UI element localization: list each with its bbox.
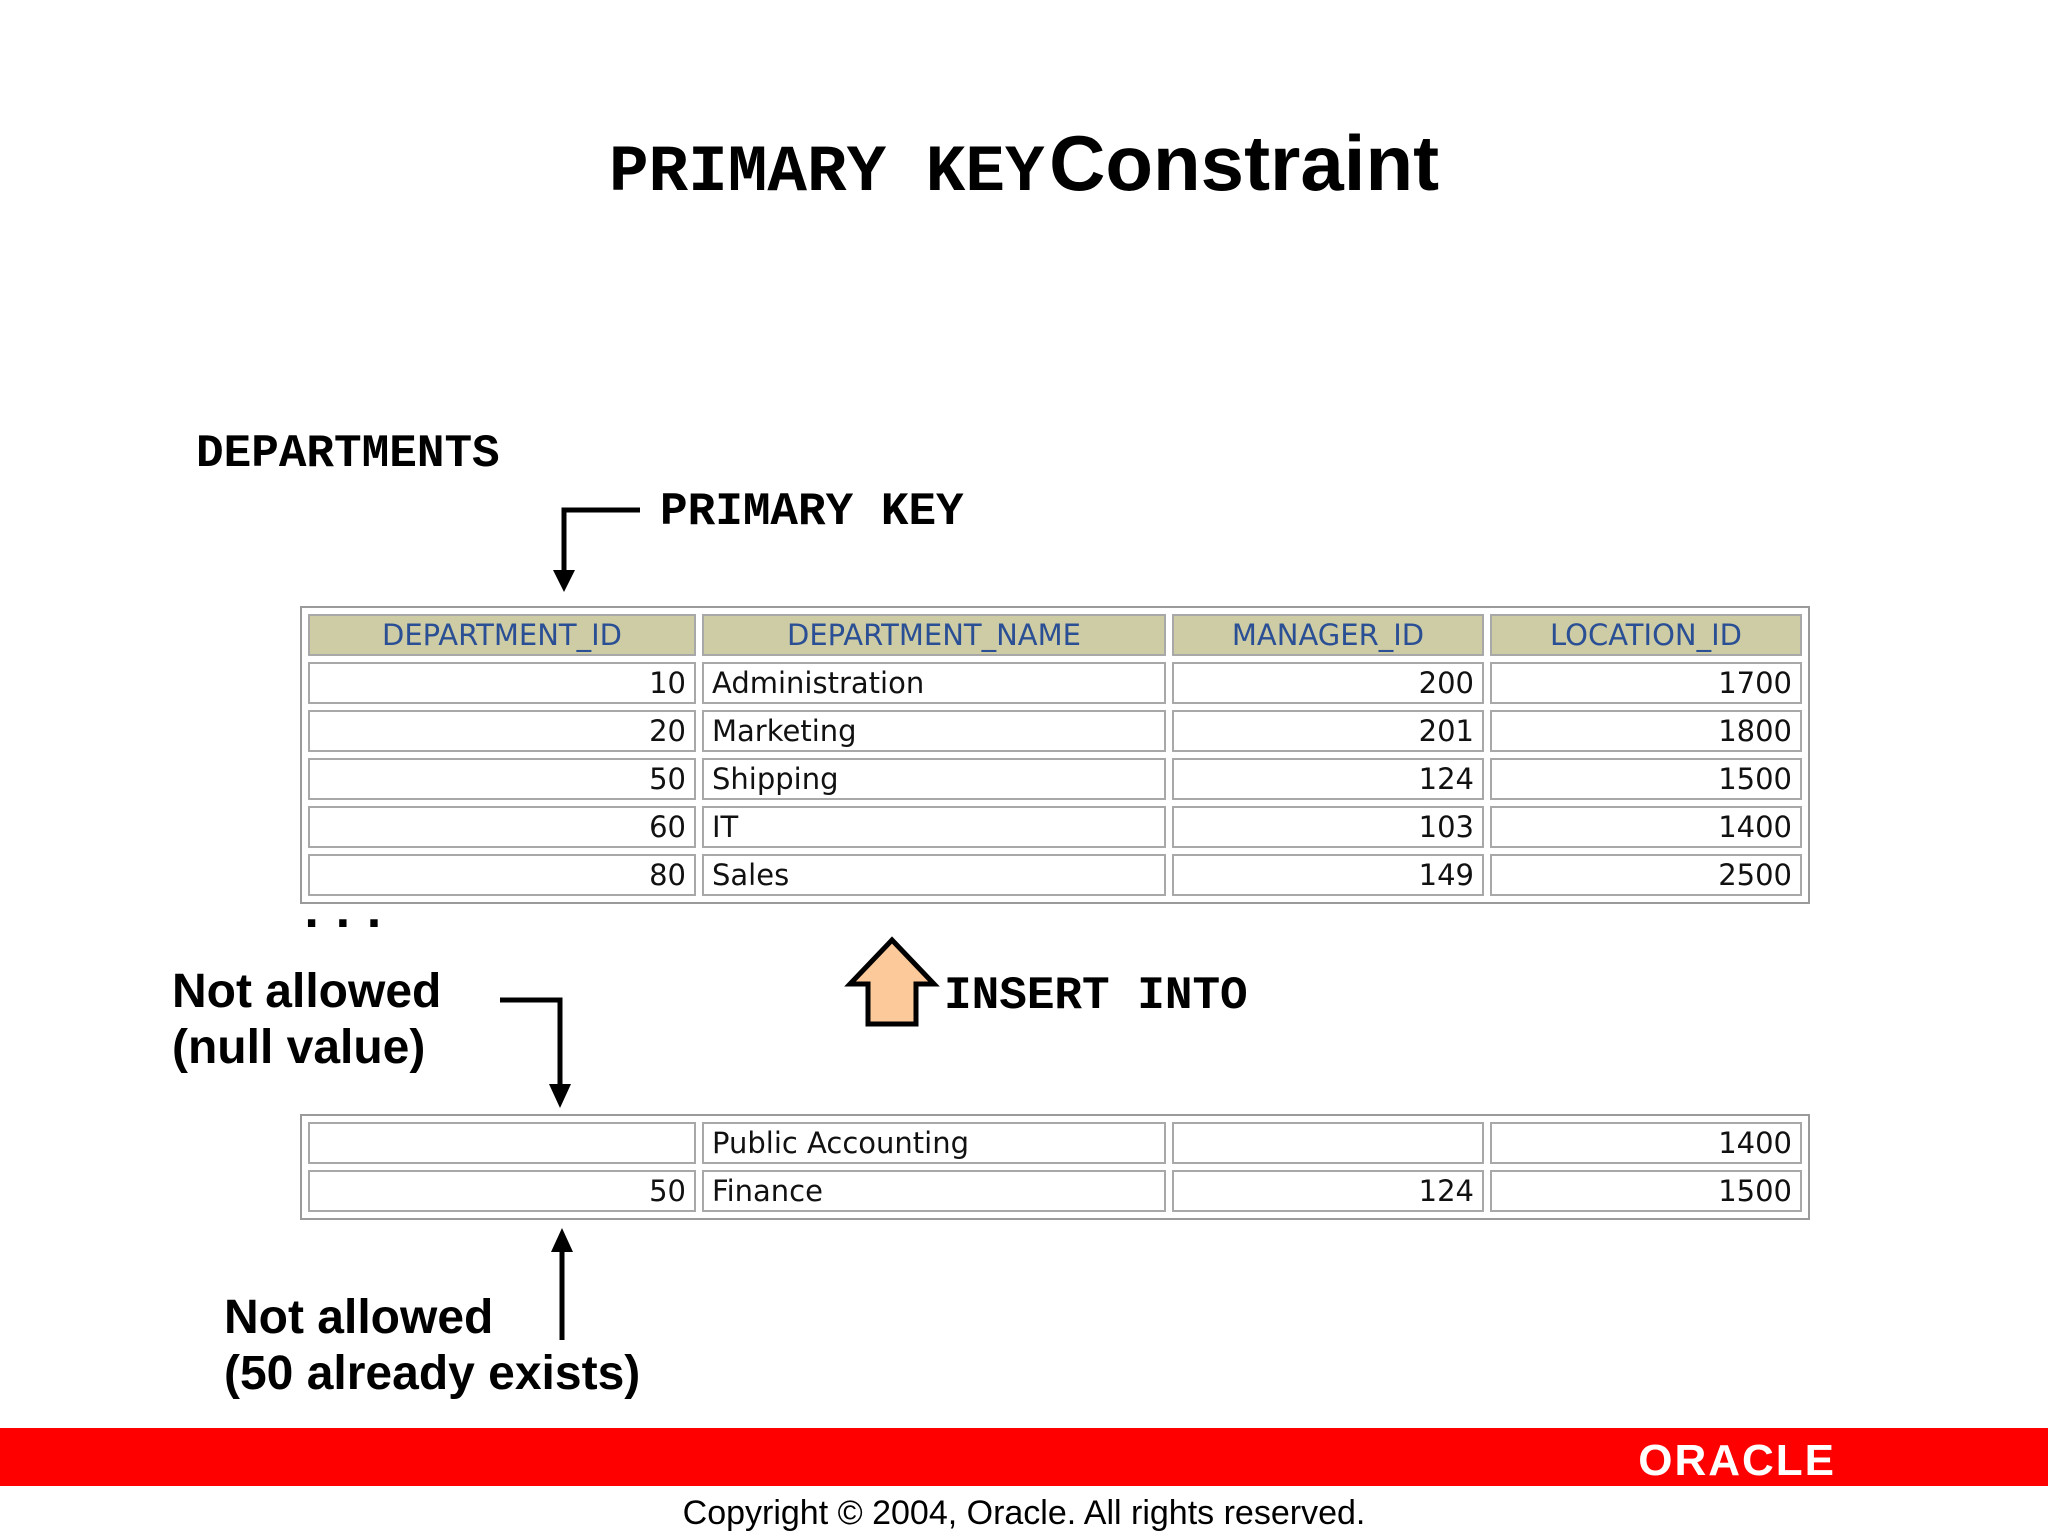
departments-table [300, 606, 1810, 904]
table-cell: 1400 [1490, 1122, 1802, 1164]
table-cell [308, 1122, 696, 1164]
duplicate-value-note [224, 1290, 640, 1402]
table-cell: Marketing [702, 710, 1166, 752]
null-value-note [172, 964, 441, 1076]
table-cell: 10 [308, 662, 696, 704]
table-cell: 60 [308, 806, 696, 848]
table-header-row [308, 614, 1802, 656]
slide-title [0, 118, 2048, 210]
table-cell: 103 [1172, 806, 1484, 848]
insert-into-label: INSERT INTO [944, 970, 1248, 1022]
null-note-line1: Not allowed [172, 965, 442, 1018]
title-keyword: PRIMARY KEY [608, 135, 1045, 210]
table-cell: 1500 [1490, 758, 1802, 800]
copyright-text: Copyright © 2004, Oracle. All rights reserved. [682, 1494, 1366, 1532]
table-cell: 2500 [1490, 854, 1802, 896]
table-cell: Shipping [702, 758, 1166, 800]
table-cell [1172, 1122, 1484, 1164]
duplicate-note-line1: Not allowed [224, 1291, 494, 1344]
column-header: MANAGER_ID [1172, 614, 1484, 656]
oracle-logo: ORACLE [1638, 1436, 1836, 1485]
table-cell: 1400 [1490, 806, 1802, 848]
table-cell: IT [702, 806, 1166, 848]
table-row [308, 1170, 1802, 1212]
insert-arrow-icon [844, 936, 940, 1028]
column-header: LOCATION_ID [1490, 614, 1802, 656]
null-value-arrow-icon [494, 990, 574, 1120]
ellipsis: ... [296, 884, 390, 943]
table-cell: 50 [308, 1170, 696, 1212]
table-row [308, 758, 1802, 800]
table-cell: 149 [1172, 854, 1484, 896]
table-row [308, 854, 1802, 896]
table-cell: 80 [308, 854, 696, 896]
table-row [308, 806, 1802, 848]
table-cell: Sales [702, 854, 1166, 896]
table-row [308, 662, 1802, 704]
table-row [308, 710, 1802, 752]
insert-rows-table [300, 1114, 1810, 1220]
table-cell: 50 [308, 758, 696, 800]
primary-key-arrow-icon [540, 496, 650, 596]
table-name: DEPARTMENTS [196, 428, 500, 480]
table-cell: Administration [702, 662, 1166, 704]
table-cell: 201 [1172, 710, 1484, 752]
table-cell: Finance [702, 1170, 1166, 1212]
table-cell: 124 [1172, 1170, 1484, 1212]
column-header: DEPARTMENT_NAME [702, 614, 1166, 656]
table-cell: 1800 [1490, 710, 1802, 752]
column-header: DEPARTMENT_ID [308, 614, 696, 656]
table-cell: 200 [1172, 662, 1484, 704]
table-cell: 1500 [1490, 1170, 1802, 1212]
primary-key-label: PRIMARY KEY [660, 486, 964, 538]
table-cell: Public Accounting [702, 1122, 1166, 1164]
null-note-line2: (null value) [172, 1021, 426, 1074]
table-cell: 20 [308, 710, 696, 752]
table-cell: 124 [1172, 758, 1484, 800]
table-cell: 1700 [1490, 662, 1802, 704]
title-text: Constraint [1049, 119, 1440, 207]
table-row [308, 1122, 1802, 1164]
duplicate-note-line2: (50 already exists) [224, 1347, 641, 1400]
